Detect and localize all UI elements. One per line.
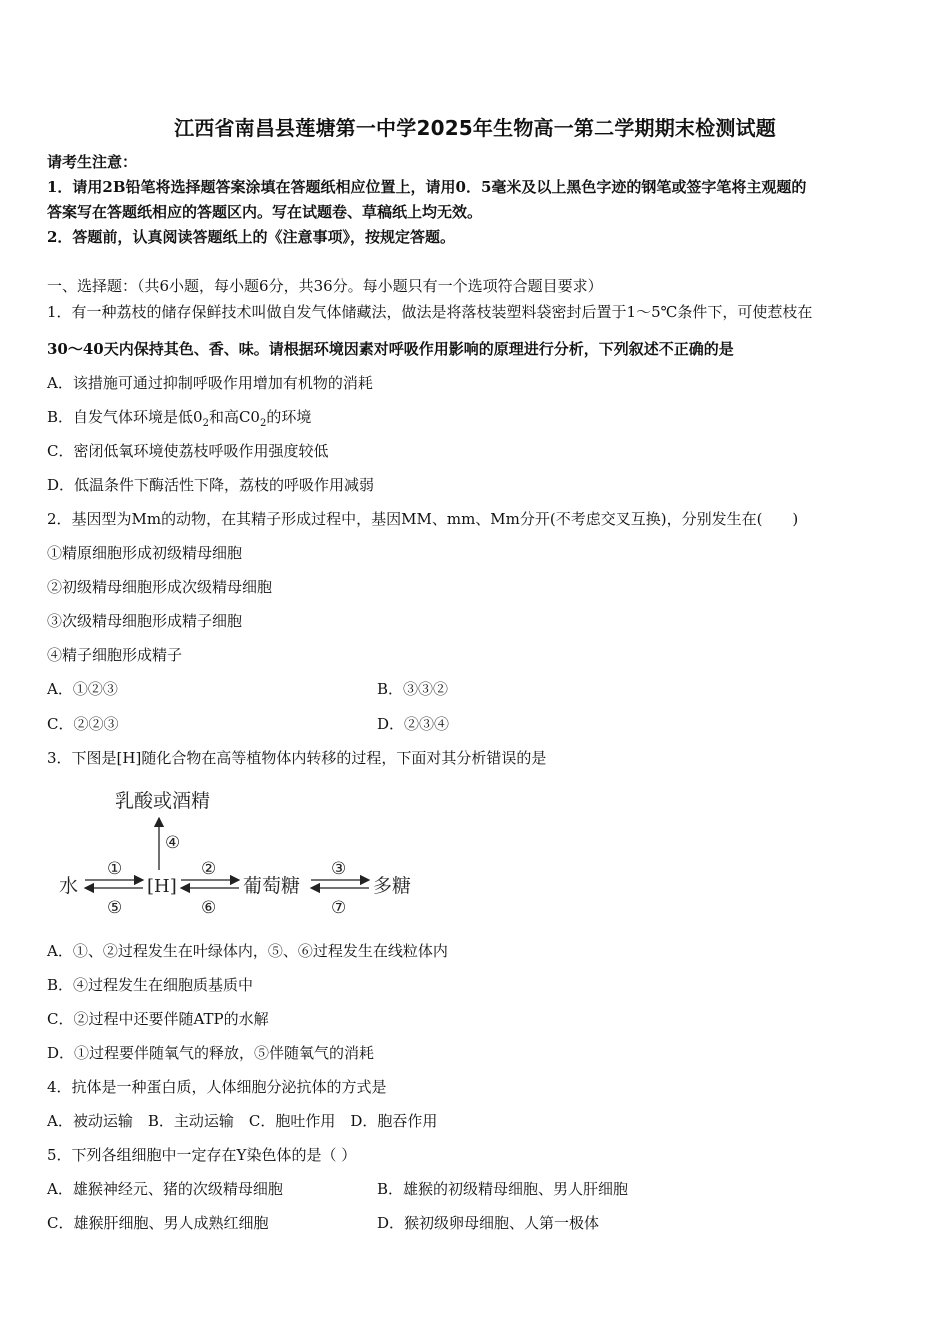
diagram-num-5: ⑤ — [107, 898, 123, 918]
q5-option-b: B．雄猴的初级精母细胞、男人肝细胞 — [377, 1180, 629, 1198]
diagram-num-3: ③ — [331, 859, 347, 879]
q2-option-a: A．①②③ — [47, 680, 118, 698]
diagram-num-4: ④ — [165, 833, 181, 853]
q3-option-c: C．②过程中还要伴随ATP的水解 — [47, 1010, 269, 1028]
q1-option-a: A．该措施可通过抑制呼吸作用增加有机物的消耗 — [47, 374, 373, 392]
q1-option-b — [47, 407, 311, 434]
diagram-label-lactic-alcohol: 乳酸或酒精 — [115, 790, 211, 812]
diagram-num-7: ⑦ — [331, 898, 347, 918]
notice-heading: 请考生注意： — [47, 153, 138, 171]
q5-option-d: D．猴初级卵母细胞、人第一极体 — [377, 1214, 600, 1232]
q1-option-b-sub2: 2 — [259, 418, 267, 429]
hydrogen-transfer-diagram — [55, 782, 435, 927]
q3-stem: 3．下图是[H]随化合物在高等植物体内转移的过程，下面对其分析错误的是 — [47, 749, 547, 767]
q2-option-c: C．②②③ — [47, 715, 119, 733]
diagram-num-6: ⑥ — [201, 898, 217, 918]
q1-option-d: D．低温条件下酶活性下降，荔枝的呼吸作用减弱 — [47, 476, 375, 494]
diagram-label-polysaccharide: 多糖 — [373, 875, 412, 897]
q2-statement-2: ②初级精母细胞形成次级精母细胞 — [47, 578, 273, 596]
page-title: 江西省南昌县莲塘第一中学2025年生物高一第二学期期末检测试题 — [174, 116, 776, 140]
q3-option-d: D．①过程要伴随氧气的释放，⑤伴随氧气的消耗 — [47, 1044, 375, 1062]
q1-stem-b: 30～40天内保持其色、香、味。请根据环境因素对呼吸作用影响的原理进行分析，下列叙述不正确的是 — [47, 340, 734, 358]
q5-stem: 5．下列各组细胞中一定存在Y染色体的是（ ） — [47, 1146, 357, 1164]
q2-option-b: B．③③② — [377, 680, 449, 698]
q1-option-b-pre: B．自发气体环境是低0 — [47, 408, 203, 426]
diagram-label-glucose: 葡萄糖 — [243, 875, 301, 897]
q4-stem: 4．抗体是一种蛋白质，人体细胞分泌抗体的方式是 — [47, 1078, 387, 1096]
notice-item-1b: 答案写在答题纸相应的答题区内。写在试题卷、草稿纸上均无效。 — [47, 203, 483, 221]
diagram-label-water: 水 — [59, 875, 79, 897]
q2-statement-1: ①精原细胞形成初级精母细胞 — [47, 544, 243, 562]
section-heading: 一、选择题：（共6小题，每小题6分，共36分。每小题只有一个选项符合题目要求） — [47, 277, 603, 295]
diagram-num-2: ② — [201, 859, 217, 879]
q3-option-b: B．④过程发生在细胞质基质中 — [47, 976, 254, 994]
q4-options: A．被动运输 B．主动运输 C．胞吐作用 D．胞吞作用 — [47, 1112, 438, 1130]
notice-item-2: 2．答题前，认真阅读答题纸上的《注意事项》，按规定答题。 — [47, 228, 455, 246]
diagram-label-h: [H] — [147, 876, 177, 897]
q2-statement-4: ④精子细胞形成精子 — [47, 646, 183, 664]
q1-option-c: C．密闭低氧环境使荔枝呼吸作用强度较低 — [47, 442, 329, 460]
diagram-num-1: ① — [107, 859, 123, 879]
notice-item-1a: 1．请用2B铅笔将选择题答案涂填在答题纸相应位置上，请用0．5毫米及以上黑色字迹的钢笔或签字笔将主观题的 — [47, 178, 807, 196]
q1-option-b-sub1: 2 — [202, 418, 209, 429]
q1-option-b-post: 的环境 — [266, 408, 312, 426]
q2-statement-3: ③次级精母细胞形成精子细胞 — [47, 612, 243, 630]
q2-stem: 2．基因型为Mm的动物，在其精子形成过程中，基因MM、mm、Mm分开(不考虑交叉互换)，分别发生在( ) — [47, 510, 799, 528]
q1-stem-a: 1．有一种荔枝的储存保鲜技术叫做自发气体储藏法，做法是将落枝装塑料袋密封后置于1～5℃条件下，可使惹枝在 — [47, 303, 813, 321]
q3-option-a: A．①、②过程发生在叶绿体内，⑤、⑥过程发生在线粒体内 — [47, 942, 448, 960]
q5-option-c: C．雄猴肝细胞、男人成熟红细胞 — [47, 1214, 269, 1232]
q5-option-a: A．雄猴神经元、猪的次级精母细胞 — [47, 1180, 283, 1198]
q1-option-b-mid: 和高C0 — [208, 408, 260, 426]
q2-option-d: D．②③④ — [377, 715, 450, 733]
